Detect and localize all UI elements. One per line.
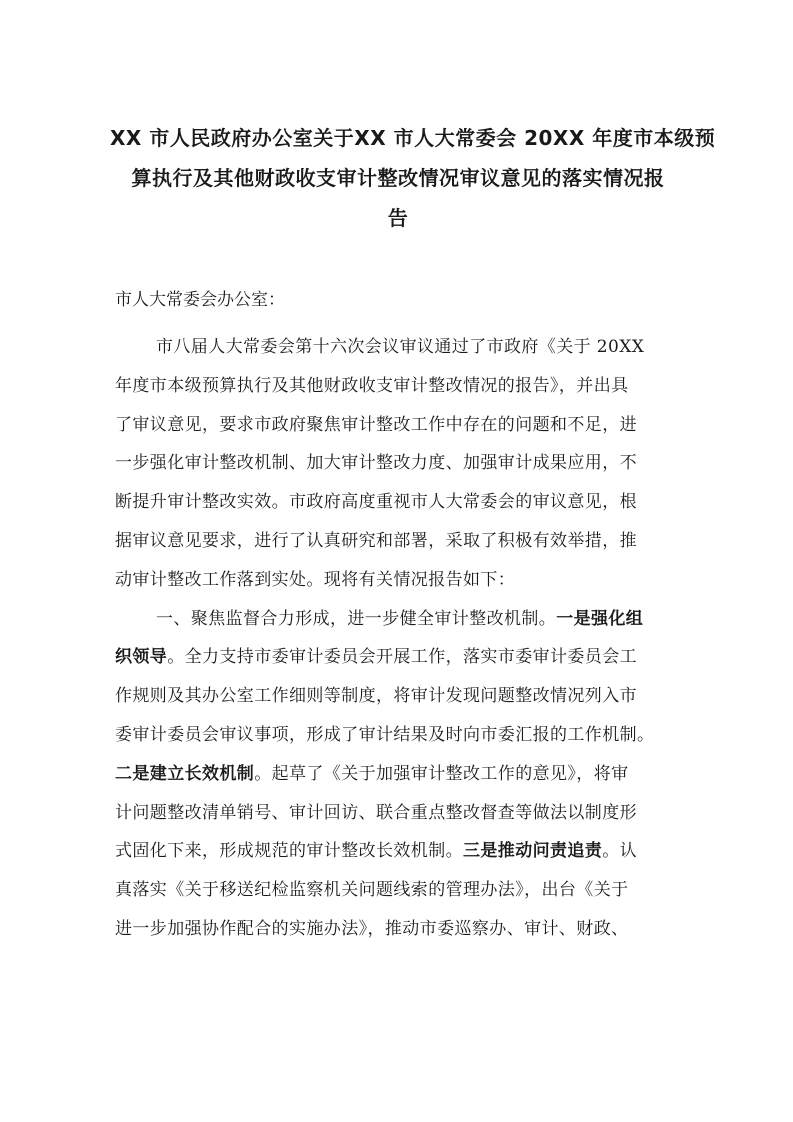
document-title xyxy=(110,118,716,238)
body-line xyxy=(115,716,695,755)
title-line: 告 xyxy=(387,206,409,230)
body-line xyxy=(115,561,695,600)
bold-text-segment: 织领导 xyxy=(115,647,168,668)
body-line xyxy=(115,328,695,367)
text-segment: 计问题整改清单销号、审计回访、联合重点整改督查等做法以制度形 xyxy=(115,802,637,823)
text-segment: 。全力支持市委审计委员会开展工作，落实市委审计委员会工 xyxy=(167,647,638,668)
bold-text-segment: 二是建立长效机制 xyxy=(115,763,255,784)
text-segment: 一步强化审计整改机制、加大审计整改力度、加强审计成果应用，不 xyxy=(115,453,637,474)
text-segment: 市八届人大常委会第十六次会议审议通过了市政府《关于 20XX xyxy=(156,337,645,357)
body-line xyxy=(115,367,695,406)
text-segment: 委审计委员会审议事项，形成了审计结果及时向市委汇报的工作机制。 xyxy=(115,724,655,745)
body-text xyxy=(115,328,695,949)
text-segment: 真落实《关于移送纪检监察机关问题线索的管理办法》，出台《关于 xyxy=(115,880,629,901)
body-line xyxy=(115,832,695,871)
body-line xyxy=(115,444,695,483)
body-line xyxy=(115,638,695,677)
text-segment: 动审计整改工作落到实处。现将有关情况报告如下： xyxy=(115,569,516,590)
text-segment: 据审议意见要求，进行了认真研究和部署，采取了积极有效举措，推 xyxy=(115,530,637,551)
bold-text-segment: 三是推动问责追责 xyxy=(463,841,603,862)
body-line xyxy=(115,522,695,561)
text-segment: 作规则及其办公室工作细则等制度，将审计发现问题整改情况列入市 xyxy=(115,686,637,707)
body-line xyxy=(115,406,695,445)
body-line xyxy=(115,794,695,833)
salutation: 市人大常委会办公室： xyxy=(115,290,285,310)
text-segment: 。起草了《关于加强审计整改工作的意见》，将审 xyxy=(254,763,629,784)
body-line xyxy=(115,910,695,949)
text-segment: 。认 xyxy=(602,841,638,862)
text-segment: 一、聚焦监督合力形成，进一步健全审计整改机制。 xyxy=(156,608,557,629)
body-line xyxy=(115,600,695,639)
text-segment: 式固化下来，形成规范的审计整改长效机制。 xyxy=(115,841,463,862)
text-segment: 了审议意见，要求市政府聚焦审计整改工作中存在的问题和不足，进 xyxy=(115,414,637,435)
text-segment: 断提升审计整改实效。市政府高度重视市人大常委会的审议意见，根 xyxy=(115,492,637,513)
body-line xyxy=(115,755,695,794)
text-segment: 进一步加强协作配合的实施办法》，推动市委巡察办、审计、财政、 xyxy=(115,918,629,939)
body-line xyxy=(115,483,695,522)
body-line xyxy=(115,871,695,910)
text-segment: 年度市本级预算执行及其他财政收支审计整改情况的报告》，并出具 xyxy=(115,375,629,396)
body-line xyxy=(115,677,695,716)
title-line: 算执行及其他财政收支审计整改情况审议意见的落实情况报 xyxy=(131,166,665,190)
title-line: XX 市人民政府办公室关于XX 市人大常委会 20XX 年度市本级预 xyxy=(110,126,716,150)
bold-text-segment: 一是强化组 xyxy=(556,608,644,629)
